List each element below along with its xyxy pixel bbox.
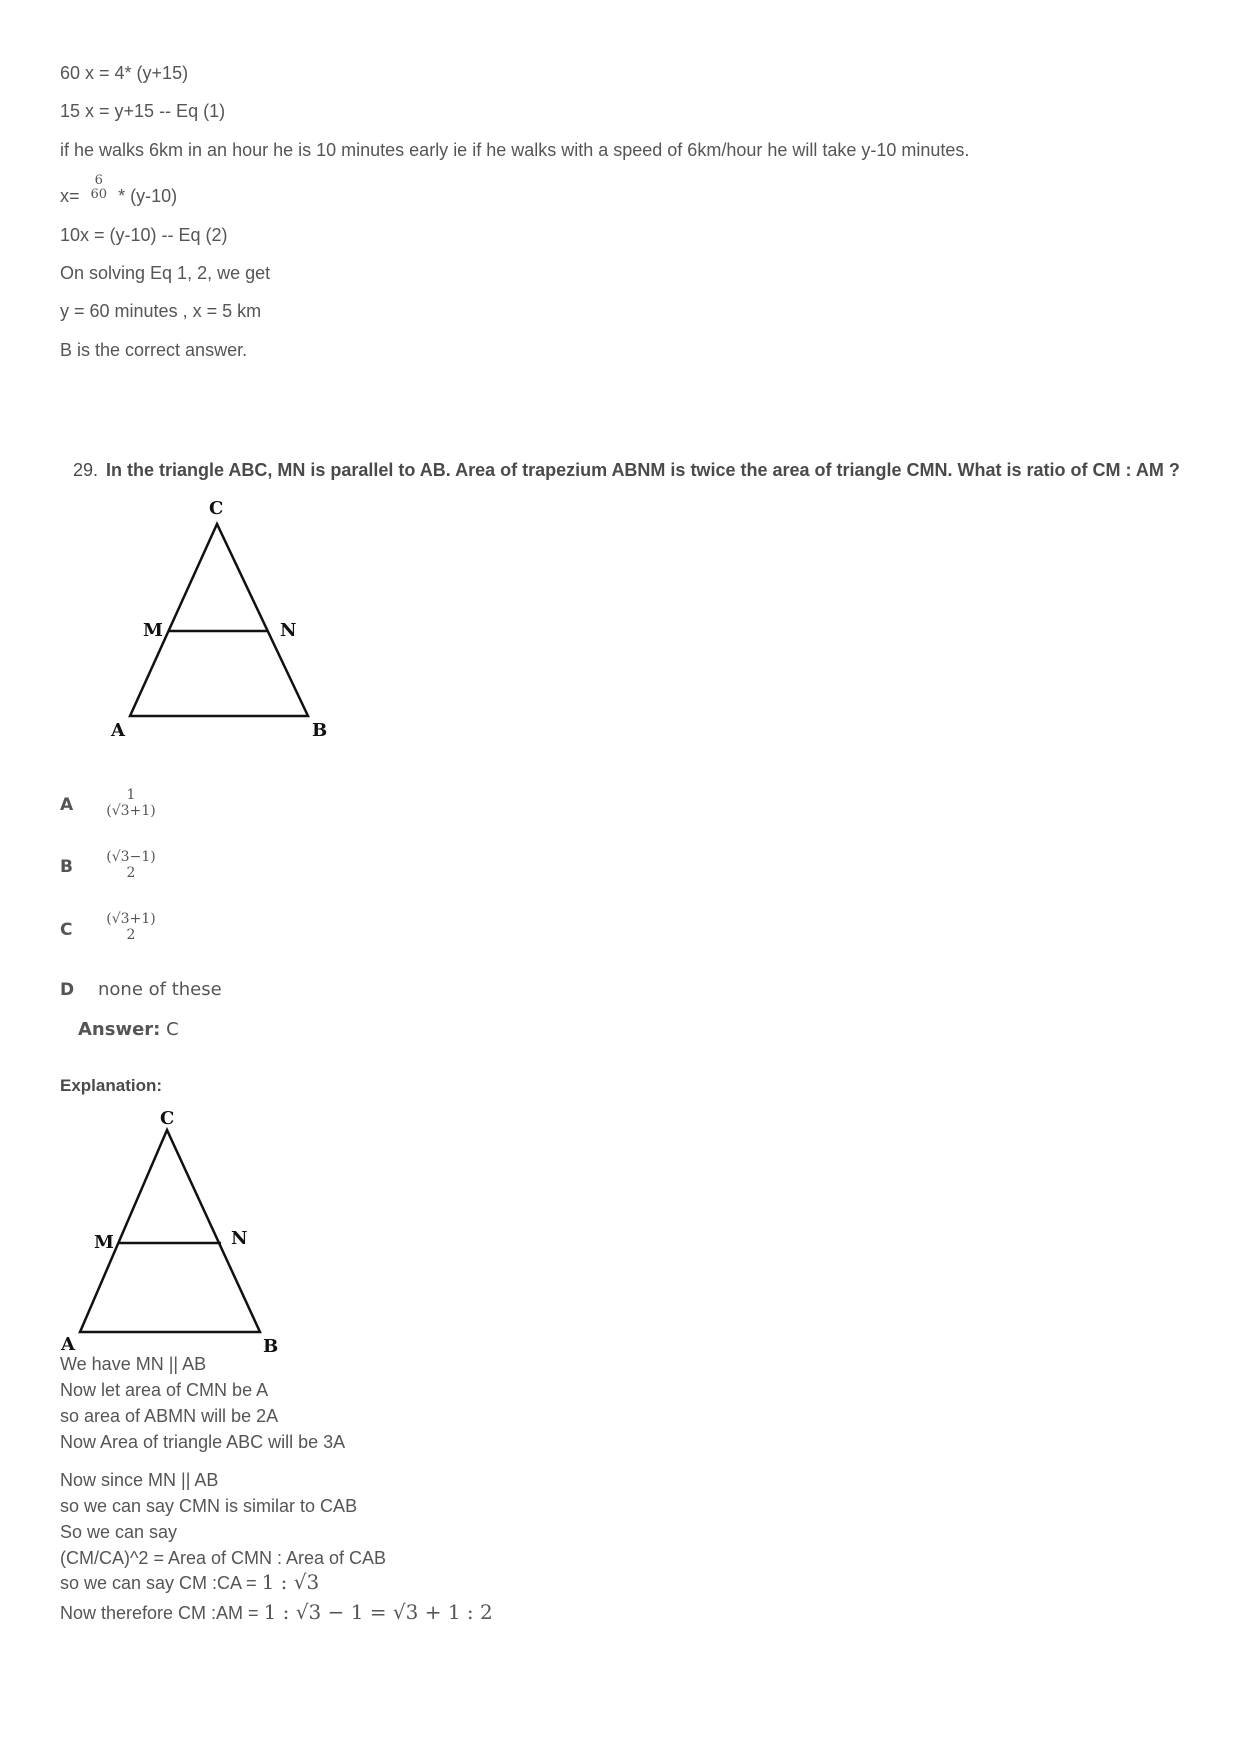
explanation-line: so area of ABMN will be 2A	[60, 1406, 279, 1426]
question-number: 29.	[73, 460, 99, 480]
x-eq-denominator: 60	[90, 187, 108, 203]
answer-line	[78, 1019, 179, 1040]
question-triangle-diagram	[105, 490, 345, 750]
solution-line: 10x = (y-10) -- Eq (2)	[60, 225, 228, 245]
explanation-line: Now since MN || AB	[60, 1470, 219, 1490]
option-a-numerator: 1	[126, 787, 136, 803]
explanation-line: Now let area of CMN be A	[60, 1380, 269, 1400]
final-ratio-line	[60, 1600, 493, 1624]
option-b-fraction[interactable]	[96, 849, 166, 881]
vertex-label-b: B	[312, 720, 328, 741]
option-b-denominator: 2	[126, 865, 136, 881]
option-c-fraction[interactable]	[96, 911, 166, 943]
option-d-letter[interactable]: D	[60, 980, 75, 1000]
vertex-label-c: C	[160, 1108, 175, 1129]
ratio-line-prefix: so we can say CM :CA =	[60, 1573, 257, 1593]
ratio-line-math: 1 : √3	[261, 1570, 320, 1594]
answer-label: Answer:	[78, 1019, 161, 1040]
option-b-letter[interactable]: B	[60, 857, 73, 877]
x-equation	[60, 173, 178, 207]
option-a-denominator: (√3+1)	[106, 803, 156, 819]
solution-line: 15 x = y+15 -- Eq (1)	[60, 101, 226, 121]
option-a-fraction[interactable]	[96, 787, 166, 819]
option-a-letter[interactable]: A	[60, 795, 74, 815]
x-eq-fraction	[90, 173, 108, 203]
option-c-denominator: 2	[126, 927, 136, 943]
final-line-math: 1 : √3 − 1 = √3 + 1 : 2	[263, 1600, 493, 1624]
explanation-line: So we can say	[60, 1522, 178, 1542]
ratio-line	[60, 1570, 319, 1594]
solution-line: 60 x = 4* (y+15)	[60, 63, 189, 83]
question-text: In the triangle ABC, MN is parallel to AB. Area of trapezium ABNM is twice the area of triangle CMN. What is ratio of CM : AM ?	[106, 460, 1180, 480]
vertex-label-a: A	[111, 720, 125, 741]
vertex-label-b: B	[263, 1336, 279, 1357]
question-29	[73, 460, 1180, 481]
vertex-label-n: N	[231, 1228, 248, 1249]
vertex-label-c: C	[209, 498, 224, 519]
option-d-text[interactable]: none of these	[98, 979, 222, 1000]
option-c-letter[interactable]: C	[60, 920, 73, 940]
x-eq-numerator: 6	[94, 173, 103, 189]
x-eq-suffix: * (y-10)	[118, 186, 178, 206]
x-eq-prefix: x=	[60, 186, 80, 206]
vertex-label-n: N	[280, 620, 297, 641]
solution-line: B is the correct answer.	[60, 340, 248, 360]
explanation-line: Now Area of triangle ABC will be 3A	[60, 1432, 346, 1452]
explanation-line: so we can say CMN is similar to CAB	[60, 1496, 358, 1516]
solution-line: y = 60 minutes , x = 5 km	[60, 301, 262, 321]
vertex-label-a: A	[61, 1334, 75, 1355]
explanation-line: (CM/CA)^2 = Area of CMN : Area of CAB	[60, 1548, 387, 1568]
solution-line: On solving Eq 1, 2, we get	[60, 263, 271, 283]
vertex-label-m: M	[94, 1232, 114, 1253]
explanation-line: We have MN || AB	[60, 1354, 207, 1374]
answer-value: C	[166, 1019, 179, 1040]
solution-line: if he walks 6km in an hour he is 10 minutes early ie if he walks with a speed of 6km/hour he will take y-10 minutes.	[60, 140, 970, 160]
explanation-heading: Explanation:	[60, 1076, 163, 1095]
explanation-triangle-diagram	[55, 1100, 295, 1360]
option-b-numerator: (√3−1)	[106, 849, 156, 865]
vertex-label-m: M	[143, 620, 163, 641]
option-c-numerator: (√3+1)	[106, 911, 156, 927]
final-line-prefix: Now therefore CM :AM =	[60, 1603, 259, 1623]
